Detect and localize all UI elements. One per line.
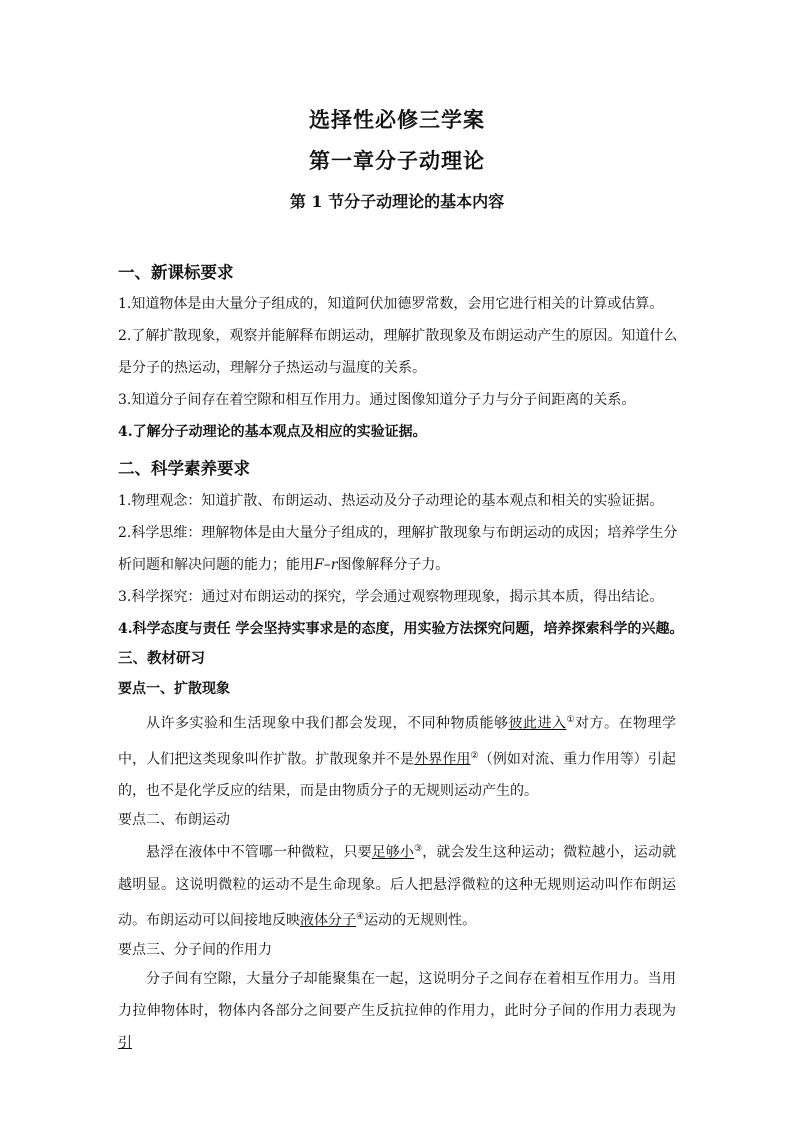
note-marker: ④ [356,911,365,922]
underlined-term: 引 [118,1034,132,1051]
paragraph-diffusion [118,704,676,807]
paragraph-text: 悬浮在液体中不管哪一种微粒，只要 [146,844,372,861]
paragraph-text: 从许多实验和生活现象中我们都会发现，不同种物质能够 [146,715,509,732]
requirement-item: 1.知道物体是由大量分子组成的，知道阿伏加德罗常数，会用它进行相关的计算或估算。 [118,296,664,312]
paragraph-intermolecular-force [118,963,676,1059]
paragraph-text: 分子间有空隙，大量分子却能聚集在一起，这说明分子之间存在着相互作用力。当用力拉伸物体时，物体内各部分之间要产生反抗拉伸的作用力，此时分子间的作用力表现为 [118,970,676,1019]
section-title: 第 1 节分子动理论的基本内容 [289,192,505,211]
paragraph-brownian-motion [118,833,676,936]
requirement-item: 是分子的热运动，理解分子热运动与温度的关系。 [118,360,426,376]
underlined-term: 足够小 [371,844,415,861]
paragraph-text: ，就会发生这种运动；微粒越小，运动就越明显。这说明微粒的运动不是生命现象。后人把悬浮微粒的这种无规则运动叫作布朗运动。布朗运动可以间接地反映 [118,844,677,929]
point-title-brownian-motion: 要点二、布朗运动 [118,812,230,829]
literacy-item: 4.科学态度与责任 学会坚持实事求是的态度，用实验方法探究问题，培养探索科学的兴趣。 [118,621,684,637]
requirement-item: 3.知道分子间存在着空隙和相互作用力。通过图像知道分子力与分子间距离的关系。 [118,392,636,408]
paragraph-text: （例如对流、重力作用等）引起的，也不是化学反应的结果，而是由物质分子的无规则运动产生的。 [118,751,677,800]
literacy-item-continuation [118,554,676,576]
literacy-item: 1.物理观念：知道扩散、布朗运动、热运动及分子动理论的基本观点和相关的实验证据。 [118,493,664,509]
literacy-item-text: 图像解释分子力。 [337,557,450,573]
heading-textbook-study: 三、教材研习 [118,650,205,667]
heading-literacy-requirements: 二、科学素养要求 [118,459,250,478]
document-body [118,262,684,1059]
requirement-item: 2.了解扩散现象，观察并能解释布朗运动，理解扩散现象及布朗运动产生的原因。知道什么 [118,328,678,344]
literacy-item-text: 析问题和解决问题的能力；能用 [118,557,314,573]
heading-curriculum-requirements: 一、新课标要求 [118,263,234,282]
point-title-diffusion: 要点一、扩散现象 [118,681,230,697]
note-marker: ② [470,750,479,761]
literacy-item: 2.科学思维：理解物体是由大量分子组成的，理解扩散现象与布朗运动的成因；培养学生分 [118,525,678,541]
underlined-term: 外界作用 [414,751,471,768]
requirement-item: 4.了解分子动理论的基本观点及相应的实验证据。 [118,424,427,440]
literacy-item: 3.科学探究：通过对布朗运动的探究，学会通过观察物理现象，揭示其本质，得出结论。 [118,589,664,605]
chapter-title: 第一章分子动理论 [309,148,485,173]
document-title: 选择性必修三学案 [309,107,485,132]
paragraph-text: 对方。在物理学中，人们把这类现象叫作扩散。扩散现象并不是 [118,715,677,768]
underlined-term: 液体分子 [300,912,356,929]
paragraph-text: 运动的无规则性。 [364,912,477,929]
note-marker: ① [566,715,576,725]
point-title-intermolecular-force: 要点三、分子间的作用力 [118,941,272,958]
force-distance-formula: F–r [314,557,338,573]
note-marker: ③ [414,844,423,855]
underlined-term: 彼此进入 [508,715,567,732]
